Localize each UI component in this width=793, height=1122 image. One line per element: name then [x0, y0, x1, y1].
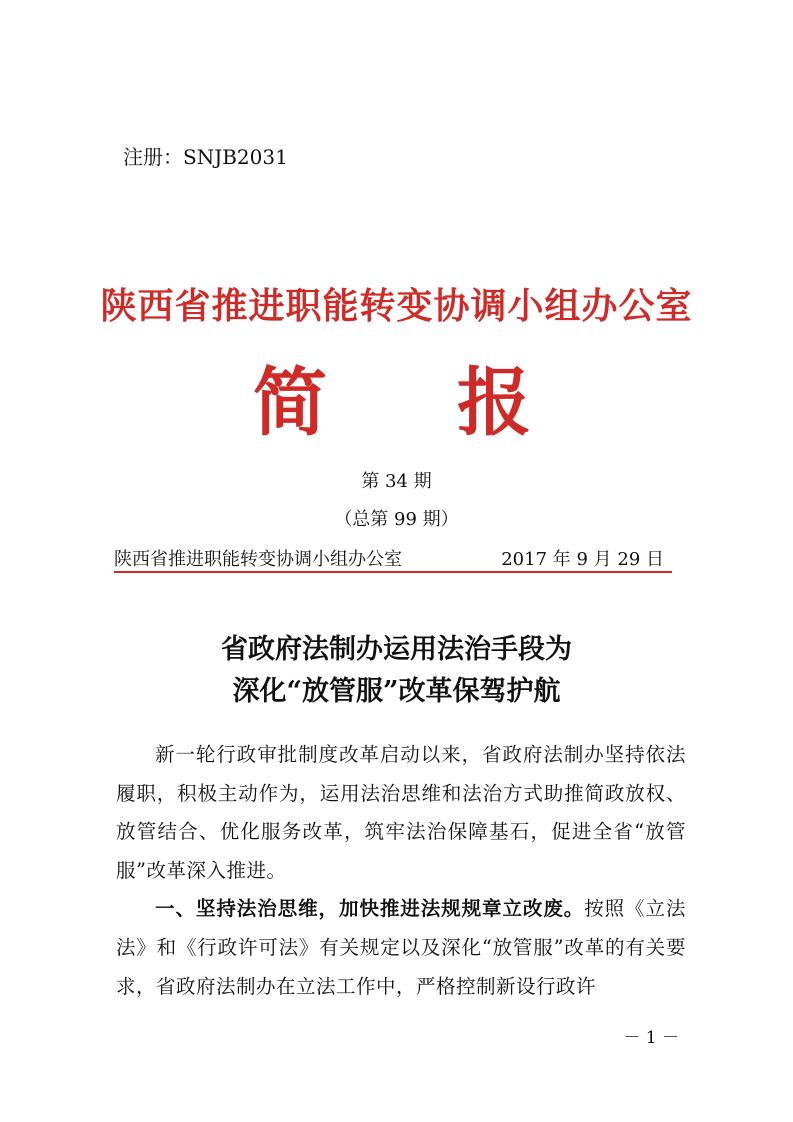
registration-number: 注册：SNJB2031 — [123, 145, 288, 169]
issue-number: 第 34 期 — [361, 471, 432, 492]
article-body — [116, 736, 686, 1006]
header-divider — [114, 571, 672, 573]
page-number: － 1 － — [623, 1028, 679, 1048]
article-title-line-2: 深化“放管服”改革保驾护航 — [232, 676, 561, 707]
bulletin-title-char-1: 简 — [253, 360, 327, 446]
issue-total-number: （总第 99 期） — [334, 509, 459, 530]
paragraph-intro: 新一轮行政审批制度改革启动以来，省政府法制办坚持依法履职，积极主动作为，运用法治思维和法治方式助推简政放权、放管结合、优化服务改革，筑牢法治保障基石，促进全省“放管服”改革深入推进。 — [116, 743, 686, 882]
paragraph-section-1 — [116, 890, 686, 1006]
section-1-text: 按照《立法法》和《行政许可法》有关规定以及深化“放管服”改革的有关要求，省政府法制办在立法工作中，严格控制新设行政许 — [116, 897, 686, 998]
publisher-org: 陕西省推进职能转变协调小组办公室 — [114, 549, 402, 570]
section-1-heading: 一、坚持法治思维，加快推进法规规章立改废。 — [155, 897, 585, 921]
bulletin-title-char-2: 报 — [457, 360, 531, 446]
article-title-line-1: 省政府法制办运用法治手段为 — [221, 634, 572, 665]
publish-date: 2017 年 9 月 29 日 — [501, 549, 664, 570]
issuing-organization-header: 陕西省推进职能转变协调小组办公室 — [100, 286, 693, 327]
